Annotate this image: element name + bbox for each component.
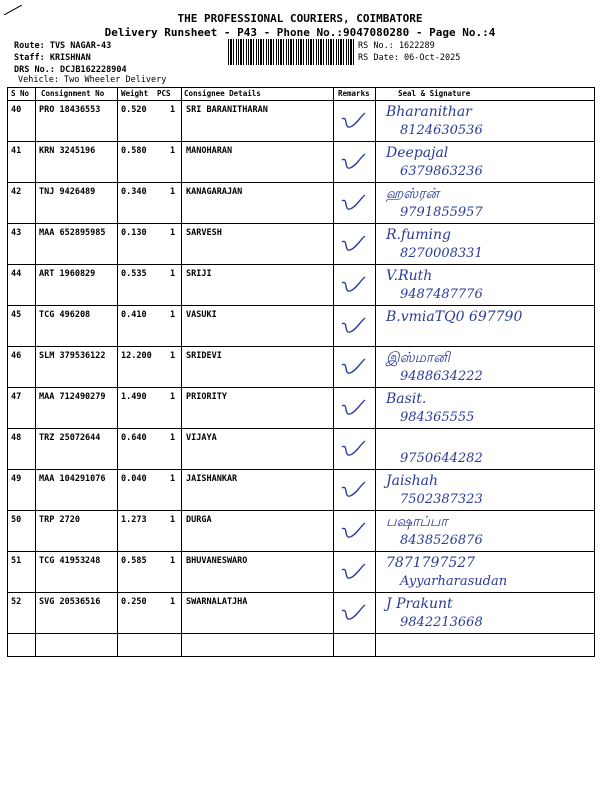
col-header-pcs: PCS	[157, 89, 171, 98]
remarks-tick-mark	[338, 316, 368, 338]
col-header-sno: S No	[11, 89, 30, 98]
cell-consignee: DURGA	[186, 515, 212, 525]
handwritten-phone: 9487487776	[400, 287, 483, 302]
remarks-tick-mark	[338, 521, 368, 543]
handwritten-signature: V.Ruth	[386, 268, 433, 284]
handwritten-phone: 9750644282	[400, 451, 483, 466]
cell-weight: 0.250	[121, 597, 147, 607]
cell-consignment: TCG 496208	[39, 310, 91, 320]
handwritten-phone: 9488634222	[400, 369, 483, 384]
remarks-tick-mark	[338, 111, 368, 133]
handwritten-phone: 8438526876	[400, 533, 483, 548]
route-label: Route: TVS NAGAR-43	[14, 41, 112, 51]
handwritten-signature: Deepajal	[386, 145, 449, 161]
cell-pcs: 1	[170, 597, 176, 607]
remarks-tick-mark	[338, 562, 368, 584]
cell-consignee: SRI BARANITHARAN	[186, 105, 268, 115]
handwritten-phone: 8124630536	[400, 123, 483, 138]
cell-consignment: TRP 2720	[39, 515, 80, 525]
remarks-tick-mark	[338, 398, 368, 420]
cell-sno: 41	[11, 146, 22, 156]
cell-sno: 40	[11, 105, 22, 115]
remarks-tick-mark	[338, 603, 368, 625]
row-rule	[8, 633, 594, 634]
cell-consignee: KANAGARAJAN	[186, 187, 243, 197]
cell-sno: 51	[11, 556, 22, 566]
table-row	[8, 511, 594, 552]
table-row	[8, 101, 594, 142]
cell-pcs: 1	[170, 556, 176, 566]
cell-consignee: SRIDEVI	[186, 351, 222, 361]
table-row	[8, 470, 594, 511]
cell-consignee: VIJAYA	[186, 433, 217, 443]
cell-sno: 46	[11, 351, 22, 361]
rs-number: RS No.: 1622289	[358, 41, 435, 51]
cell-weight: 0.340	[121, 187, 147, 197]
table-row	[8, 347, 594, 388]
cell-consignment: PRO 18436553	[39, 105, 101, 115]
cell-consignee: BHUVANESWARO	[186, 556, 248, 566]
cell-consignment: KRN 3245196	[39, 146, 96, 156]
cell-consignment: TCG 41953248	[39, 556, 101, 566]
handwritten-signature: J Prakunt	[386, 596, 453, 612]
col-header-consignee: Consignee Details	[184, 89, 261, 98]
remarks-tick-mark	[338, 193, 368, 215]
cell-sno: 52	[11, 597, 22, 607]
cell-pcs: 1	[170, 269, 176, 279]
table-row	[8, 183, 594, 224]
cell-sno: 49	[11, 474, 22, 484]
remarks-tick-mark	[338, 275, 368, 297]
handwritten-signature: Jaishah	[386, 473, 439, 489]
table-row	[8, 224, 594, 265]
cell-weight: 0.585	[121, 556, 147, 566]
cell-consignment: TRZ 25072644	[39, 433, 101, 443]
col-header-consignment: Consignment No	[41, 89, 105, 98]
cell-pcs: 1	[170, 105, 176, 115]
cell-pcs: 1	[170, 474, 176, 484]
cell-consignment: SVG 20536516	[39, 597, 101, 607]
cell-consignee: SRIJI	[186, 269, 212, 279]
rs-date: RS Date: 06-Oct-2025	[358, 53, 461, 63]
cell-pcs: 1	[170, 433, 176, 443]
cell-weight: 0.130	[121, 228, 147, 238]
cell-weight: 0.535	[121, 269, 147, 279]
remarks-tick-mark	[338, 357, 368, 379]
handwritten-phone: Ayyarharasudan	[400, 574, 508, 589]
cell-pcs: 1	[170, 392, 176, 402]
cell-consignee: VASUKI	[186, 310, 217, 320]
cell-consignment: MAA 712490279	[39, 392, 106, 402]
cell-consignment: SLM 379536122	[39, 351, 106, 361]
cell-consignee: JAISHANKAR	[186, 474, 238, 484]
remarks-tick-mark	[338, 480, 368, 502]
handwritten-phone: 9791855957	[400, 205, 483, 220]
cell-consignee: SARVESH	[186, 228, 222, 238]
company-name: THE PROFESSIONAL COURIERS, COIMBATORE	[177, 12, 423, 25]
handwritten-signature: ஹஸ்ரன்	[386, 186, 440, 202]
cell-pcs: 1	[170, 351, 176, 361]
cell-sno: 44	[11, 269, 22, 279]
cell-consignment: ART 1960829	[39, 269, 96, 279]
handwritten-phone: 7502387323	[400, 492, 483, 507]
cell-pcs: 1	[170, 228, 176, 238]
handwritten-signature: R.fuming	[386, 227, 451, 243]
handwritten-signature: Bharanithar	[386, 104, 472, 120]
handwritten-phone: 984365555	[400, 410, 475, 425]
handwritten-phone: 9842213668	[400, 615, 483, 630]
cell-consignee: SWARNALATJHA	[186, 597, 248, 607]
cell-sno: 48	[11, 433, 22, 443]
cell-consignment: MAA 652895985	[39, 228, 106, 238]
cell-sno: 47	[11, 392, 22, 402]
vehicle-label: Vehicle: Two Wheeler Delivery	[18, 75, 167, 85]
cell-sno: 42	[11, 187, 22, 197]
table-row	[8, 429, 594, 470]
remarks-tick-mark	[338, 152, 368, 174]
cell-consignment: TNJ 9426489	[39, 187, 96, 197]
handwritten-signature: B.vmiaTQ0 697790	[386, 309, 523, 325]
col-header-remarks: Remarks	[338, 89, 370, 98]
cell-weight: 1.490	[121, 392, 147, 402]
barcode	[228, 39, 354, 65]
cell-sno: 43	[11, 228, 22, 238]
table-row	[8, 142, 594, 183]
runsheet-title: Delivery Runsheet - P43 - Phone No.:9047080280 - Page No.:4	[104, 26, 496, 39]
cell-weight: 12.200	[121, 351, 152, 361]
cell-weight: 0.640	[121, 433, 147, 443]
table-row	[8, 306, 594, 347]
remarks-tick-mark	[338, 234, 368, 256]
handwritten-phone: 6379863236	[400, 164, 483, 179]
cell-consignee: MANOHARAN	[186, 146, 233, 156]
drs-label: DRS No.: DCJB162228904	[14, 65, 127, 75]
table-row	[8, 388, 594, 429]
cell-pcs: 1	[170, 187, 176, 197]
cell-weight: 0.520	[121, 105, 147, 115]
table-row	[8, 552, 594, 593]
cell-weight: 1.273	[121, 515, 147, 525]
table-row	[8, 265, 594, 306]
handwritten-signature: Basit.	[386, 391, 427, 407]
handwritten-phone: 8270008331	[400, 246, 483, 261]
handwritten-signature: 7871797527	[386, 555, 476, 571]
table-row	[8, 593, 594, 634]
col-header-seal: Seal & Signature	[398, 89, 471, 98]
cell-consignment: MAA 104291076	[39, 474, 106, 484]
cell-weight: 0.580	[121, 146, 147, 156]
staff-label: Staff: KRISHNAN	[14, 53, 91, 63]
cell-sno: 45	[11, 310, 22, 320]
cell-pcs: 1	[170, 515, 176, 525]
cell-weight: 0.040	[121, 474, 147, 484]
cell-pcs: 1	[170, 146, 176, 156]
remarks-tick-mark	[338, 439, 368, 461]
handwritten-signature: இஸ்மானி	[386, 350, 450, 366]
cell-pcs: 1	[170, 310, 176, 320]
handwritten-signature: பஷாப்பா	[386, 514, 448, 530]
col-header-weight: Weight	[121, 89, 149, 98]
cell-consignee: PRIORITY	[186, 392, 227, 402]
cell-sno: 50	[11, 515, 22, 525]
runsheet-table	[7, 87, 595, 657]
cell-weight: 0.410	[121, 310, 147, 320]
